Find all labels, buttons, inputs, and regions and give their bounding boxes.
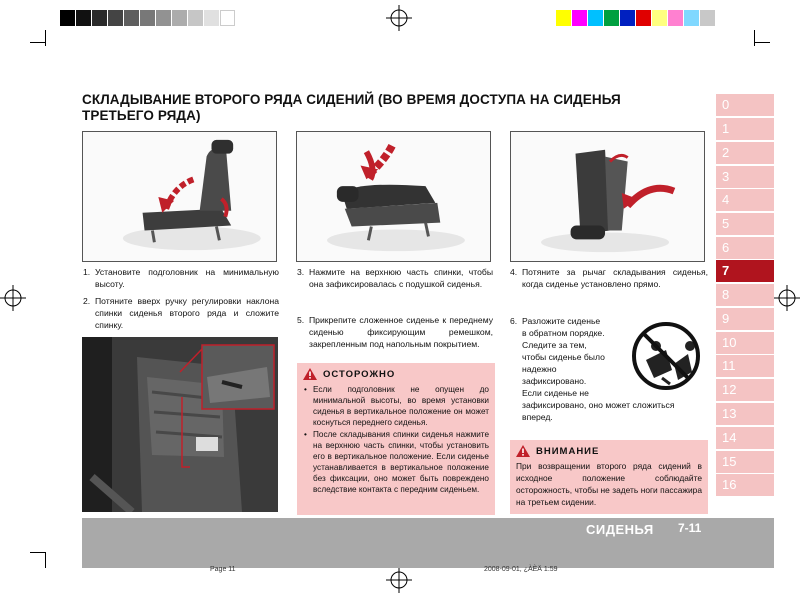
step-text: Установите подголовник на минимальную высоту. [95, 267, 279, 289]
print-slug-date: 2008-09-01, ¿ÀÈÄ 1:59 [484, 566, 558, 573]
chapter-tab-4[interactable]: 4 [716, 189, 774, 211]
print-swatch [668, 10, 683, 26]
print-swatch [652, 10, 667, 26]
step-text-line: зафиксировано. [522, 376, 587, 386]
illustration-headrest-lowered [82, 131, 277, 262]
caution-item: • Если подголовник не опущен до минимальной высоты, во время установки сиденья в вертикальное положение он может коснуться переднего сиденья. [303, 384, 489, 428]
attention-heading-text: ВНИМАНИЕ [536, 445, 600, 457]
step-number: 6. [510, 316, 518, 326]
step-number: 2. [83, 296, 91, 306]
page-title [82, 92, 682, 124]
step-number: 5. [297, 315, 305, 325]
chapter-tab-9[interactable]: 9 [716, 308, 774, 330]
chapter-tab-16[interactable]: 16 [716, 474, 774, 496]
crop-mark [45, 552, 46, 568]
chapter-tab-8[interactable]: 8 [716, 284, 774, 306]
step-text-line: чтобы сиденье было [522, 352, 605, 362]
registration-mark-icon [386, 567, 412, 593]
step-4 [510, 266, 708, 290]
chapter-tab-14[interactable]: 14 [716, 427, 774, 449]
caution-heading-text: ОСТОРОЖНО [323, 368, 396, 380]
caution-heading [303, 368, 489, 380]
illustration-press-backrest [296, 131, 491, 262]
step-text-line: надежно [522, 364, 557, 374]
caution-item: • После складывания спинки сиденья нажмите на верхнюю часть спинки, чтобы установить его в вертикальное положение. Если сиденье устанавливается в вертикальное положение без фиксации, оно может быть повреждено вследствие контакта с передним сиденьем. [303, 429, 489, 495]
step-text: Потяните вверх ручку регулировки наклона спинки сиденья второго ряда и сложите спинку. [95, 296, 279, 330]
crop-mark [45, 30, 46, 46]
attention-heading [516, 445, 702, 457]
chapter-tab-6[interactable]: 6 [716, 237, 774, 259]
chapter-tab-5[interactable]: 5 [716, 213, 774, 235]
footer-band [82, 518, 774, 568]
crop-mark [754, 30, 755, 46]
step-number: 3. [297, 267, 305, 277]
attention-text: При возвращении второго ряда сидений в исходное положение соблюдайте осторожность, чтобы не задеть ноги пассажира на третьем сидении. [516, 461, 702, 507]
chapter-tab-7[interactable]: 7 [716, 260, 774, 282]
warning-triangle-icon [303, 368, 317, 380]
print-swatch [556, 10, 571, 26]
crop-mark [30, 42, 46, 43]
print-swatch [172, 10, 187, 26]
registration-mark-icon [386, 5, 412, 31]
print-swatch [636, 10, 651, 26]
step-5 [297, 314, 493, 350]
illustration-pull-lever [510, 131, 705, 262]
step-number: 4. [510, 267, 518, 277]
page-title-line: СКЛАДЫВАНИЕ ВТОРОГО РЯДА СИДЕНИЙ (ВО ВРЕМЯ ДОСТУПА НА СИДЕНЬЯ [82, 92, 621, 107]
step-3 [297, 266, 493, 290]
print-swatch [604, 10, 619, 26]
chapter-tab-2[interactable]: 2 [716, 142, 774, 164]
chapter-tab-12[interactable]: 12 [716, 379, 774, 401]
print-swatch [76, 10, 91, 26]
warning-triangle-icon [516, 445, 530, 457]
caution-box [297, 363, 495, 515]
print-swatch [156, 10, 171, 26]
step-1 [83, 266, 279, 290]
step-text-line: зафиксировано, оно может сложиться [522, 400, 675, 410]
print-swatch [92, 10, 107, 26]
print-swatch [700, 10, 715, 26]
print-swatch [60, 10, 75, 26]
crop-mark [30, 552, 46, 553]
step-number: 1. [83, 267, 91, 277]
chapter-tab-1[interactable]: 1 [716, 118, 774, 140]
page-title-line: ТРЕТЬЕГО РЯДА) [82, 108, 201, 123]
print-swatch [188, 10, 203, 26]
step-2 [83, 295, 279, 331]
step-text-line: в обратном порядке. [522, 328, 605, 338]
no-legs-prohibition-icon [626, 320, 706, 392]
print-swatch [124, 10, 139, 26]
page-number: 7-11 [678, 521, 702, 535]
section-name: СИДЕНЬЯ [586, 522, 654, 537]
print-swatch [684, 10, 699, 26]
print-swatch [572, 10, 587, 26]
attention-box [510, 440, 708, 514]
step-text: Прикрепите сложенное сиденье к переднему сиденью фиксирующим ремешком, закрепленным под напольным покрытием. [309, 315, 493, 349]
step-text-line: Разложите сиденье [522, 316, 601, 326]
print-swatch [220, 10, 235, 26]
chapter-tab-0[interactable]: 0 [716, 94, 774, 116]
chapter-tab-15[interactable]: 15 [716, 451, 774, 473]
print-swatch [620, 10, 635, 26]
print-slug-page: Page 11 [210, 566, 236, 573]
step-text-line: Если сиденье не [522, 388, 589, 398]
photo-seat-strap [82, 337, 278, 512]
chapter-tab-10[interactable]: 10 [716, 332, 774, 354]
step-text: Нажмите на верхнюю часть спинки, чтобы она зафиксировалась с подушкой сиденья. [309, 267, 493, 289]
caution-list [303, 384, 489, 495]
step-text-line: вперед. [522, 412, 553, 422]
registration-mark-icon [774, 285, 800, 311]
chapter-tab-11[interactable]: 11 [716, 355, 774, 377]
step-text-line: Следите за тем, [522, 340, 587, 350]
registration-mark-icon [0, 285, 26, 311]
chapter-tab-3[interactable]: 3 [716, 166, 774, 188]
print-swatch [140, 10, 155, 26]
step-text: Потяните за рычаг складывания сиденья, когда сиденье установлено прямо. [522, 267, 708, 289]
print-swatch [204, 10, 219, 26]
print-swatch [108, 10, 123, 26]
chapter-tab-13[interactable]: 13 [716, 403, 774, 425]
crop-mark [754, 42, 770, 43]
print-swatch [588, 10, 603, 26]
